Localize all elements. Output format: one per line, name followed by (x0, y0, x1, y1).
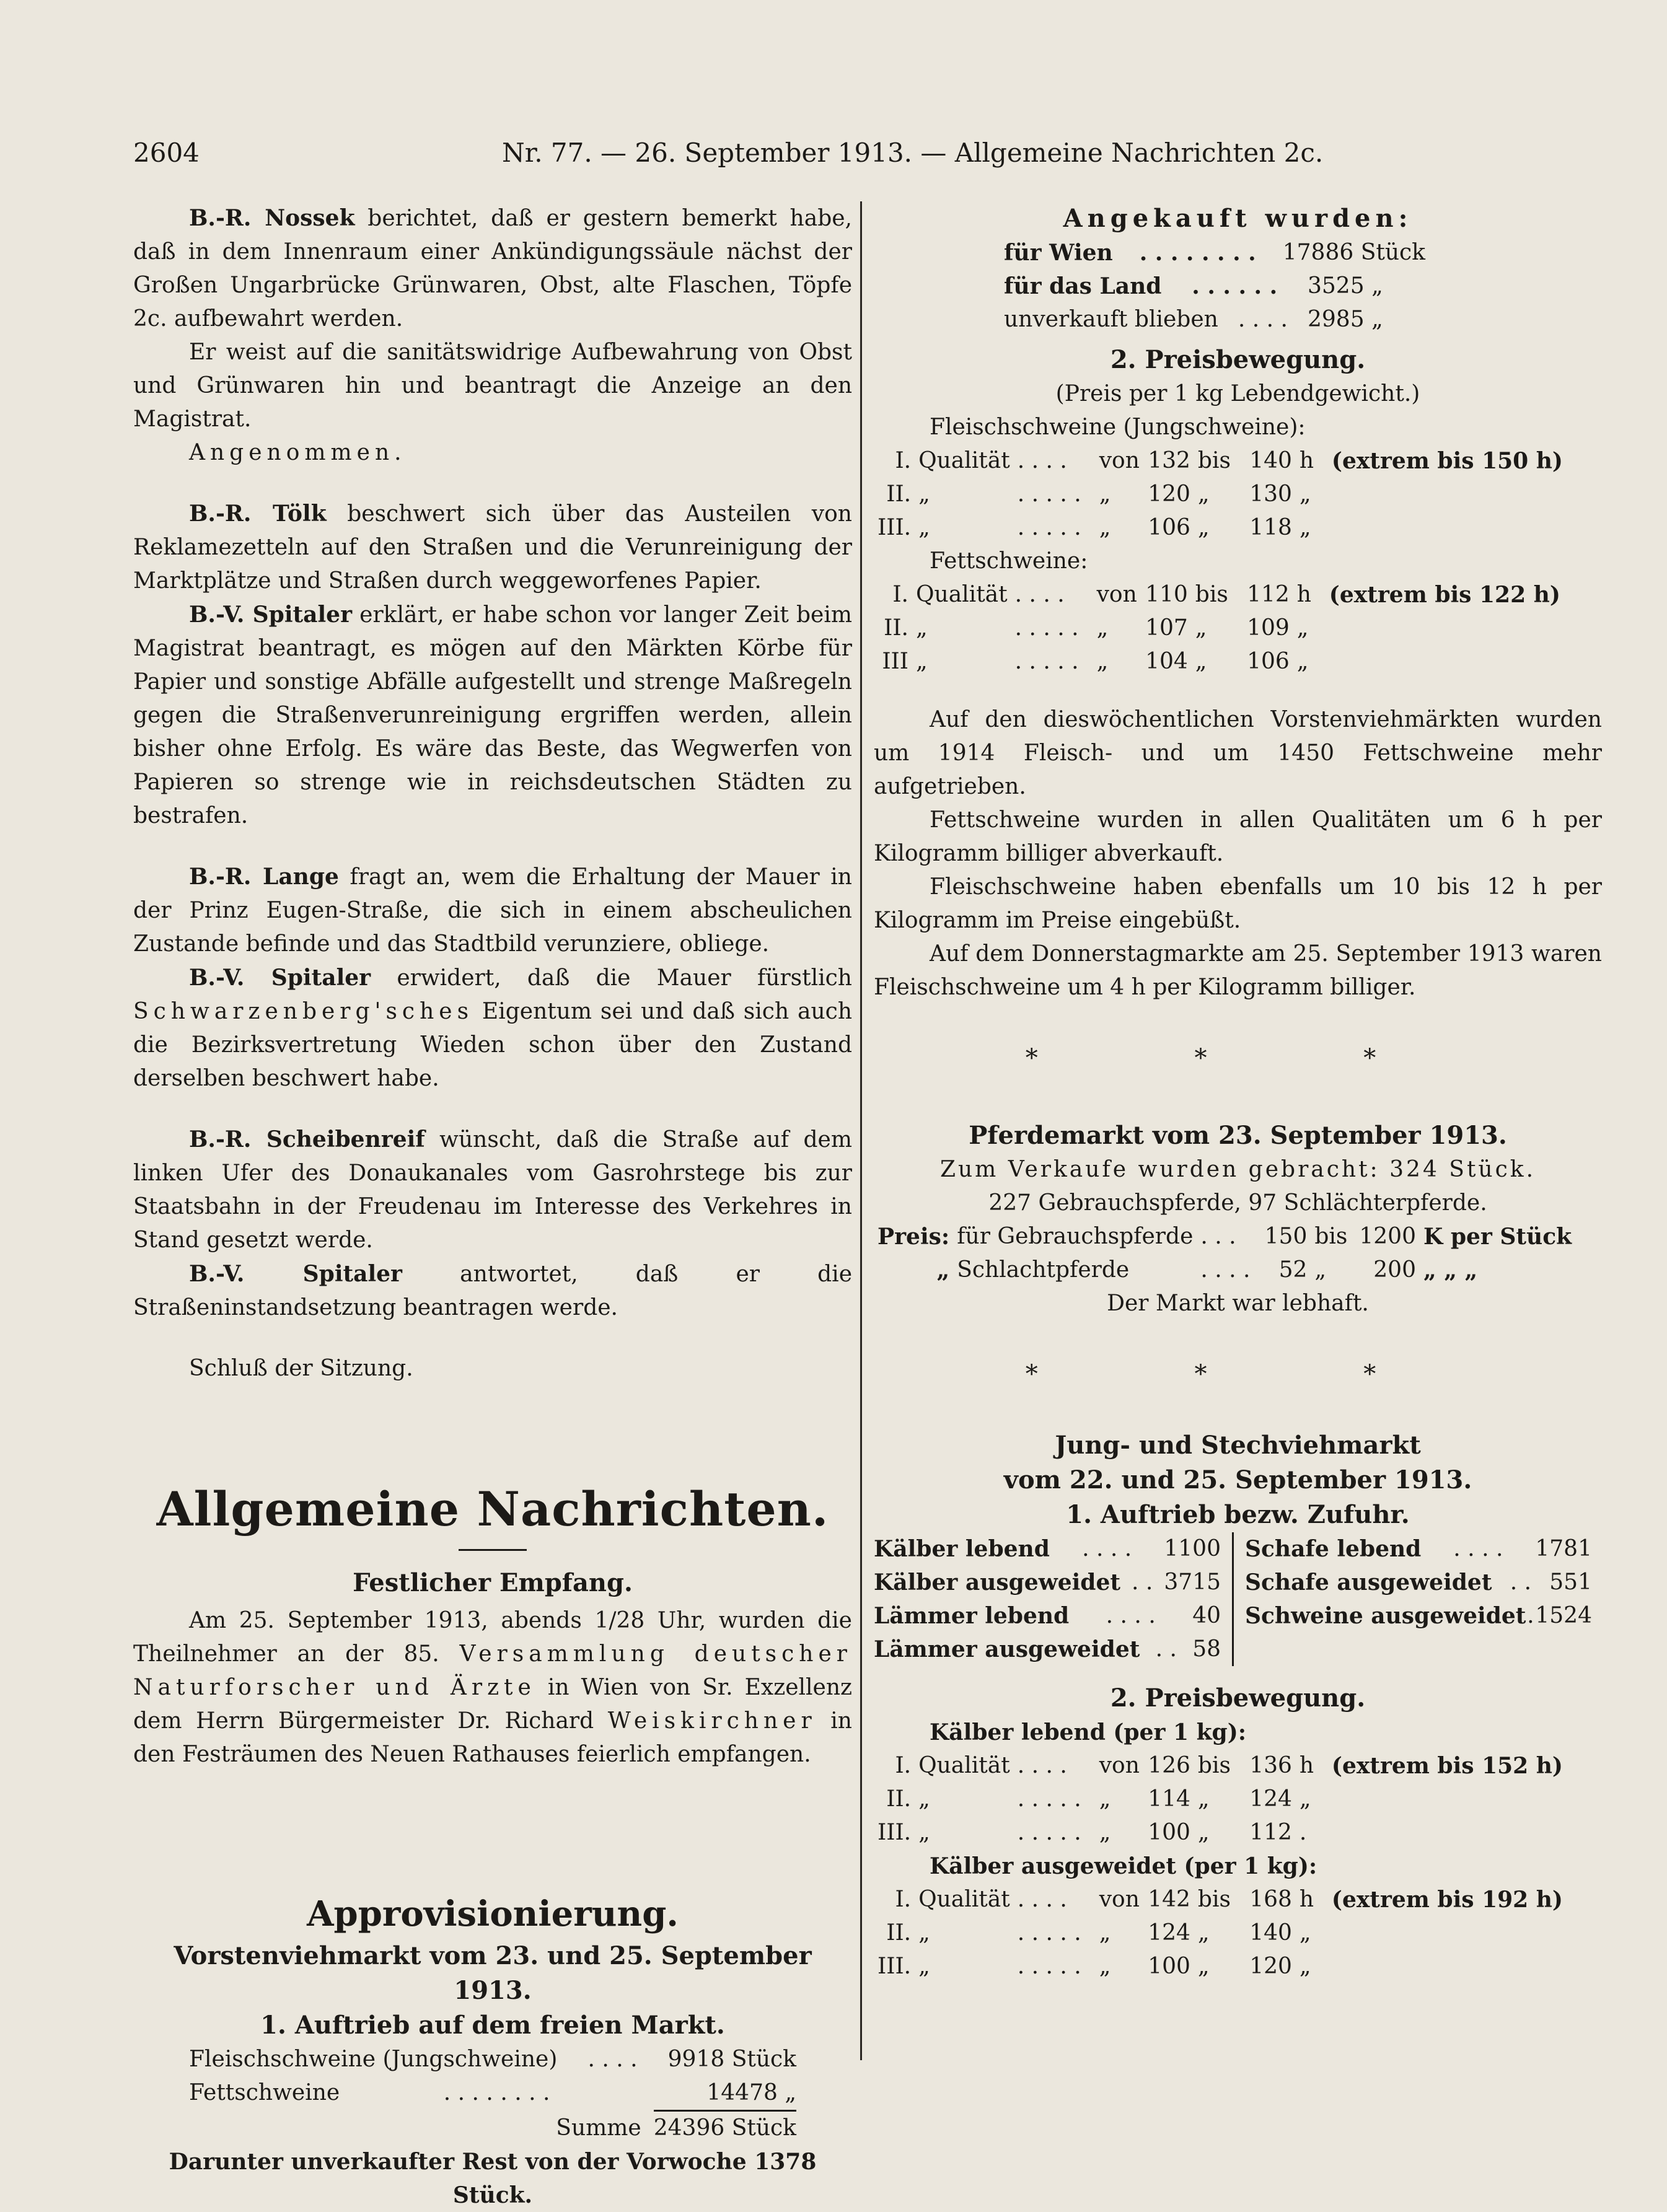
spaced-name: Weiskirchner (607, 1708, 817, 1734)
table-row (874, 578, 1564, 612)
quality-label: Qualität (918, 1753, 1010, 1778)
paragraph-text: erwidert, daß die Mauer fürstlich (371, 965, 852, 991)
bis-word: bis (1197, 448, 1231, 473)
right-column (874, 201, 1602, 1983)
paragraph-text: antwortet, daß er die Straßeninstandsetzung beantragen werde. (133, 1262, 852, 1320)
price-to: 118 (1249, 515, 1292, 540)
quality-number: III. (877, 515, 912, 540)
speaker-name: B.-R. Tölk (189, 501, 327, 527)
pferd-line: 227 Gebrauchspferde, 97 Schlächterpferde. (988, 1190, 1487, 1216)
leader-dots: . . . . (1106, 1603, 1156, 1628)
bis-word: „ (1197, 515, 1210, 540)
leader-dots: . . . . (1082, 1536, 1132, 1561)
unit-mark: „ (1299, 1786, 1311, 1812)
price-from: 107 (1145, 615, 1188, 641)
speaker-name: B.-V. Spitaler (189, 602, 353, 628)
table-row (874, 511, 1567, 545)
leader-dots: . . . . (1238, 307, 1288, 332)
price-table-fleischschweine (874, 444, 1567, 545)
bis-word: „ (1195, 615, 1207, 641)
preis-title: 2. Preisbewegung. (1110, 1683, 1366, 1713)
price-from: 110 (1145, 582, 1188, 607)
extreme-price: (extrem bis 122 h) (1329, 582, 1560, 608)
paragraph-text: 8 Uhr, wurden die Theilnehmer an der 85. (133, 1608, 852, 1667)
speaker-name: B.-V. Spitaler (189, 1261, 403, 1287)
paragraph-empfang (133, 1604, 852, 1771)
von-word: „ (1099, 515, 1111, 540)
speaker-name: B.-V. Spitaler (189, 965, 371, 991)
von-word: von (1099, 1887, 1140, 1912)
item-value (1308, 270, 1425, 303)
item-label: für das Land (1004, 273, 1162, 299)
item-value: 17886 Stück (1282, 240, 1425, 265)
unit-text: „ „ „ (1423, 1257, 1478, 1283)
quality-label: „ (918, 1786, 930, 1812)
von-word: „ (1099, 481, 1111, 507)
bis-word: „ (1197, 1820, 1210, 1845)
item-value: 3715 (1164, 1569, 1221, 1595)
spaced-name: Versammlung deutscher Naturforscher und Ärzte (133, 1641, 852, 1700)
price-table-kaelber-ausgeweidet (874, 1883, 1567, 1983)
horse-type: für Gebrauchspferde (957, 1224, 1194, 1249)
leader-dots: . . . . (1017, 448, 1067, 473)
price-from: 150 (1264, 1224, 1308, 1249)
summe-row (189, 2112, 796, 2145)
bis-word: bis (1314, 1224, 1348, 1249)
quality-number: III (882, 649, 908, 674)
quality-label: Qualität (918, 1887, 1010, 1912)
leader-dots: . (1527, 1603, 1534, 1628)
quality-number: III. (877, 1954, 912, 1979)
leader-dots: . . . . . . (1192, 273, 1278, 299)
angekauft-list (1004, 236, 1425, 336)
subsection-title: Vorstenviehmarkt vom 23. und 25. September 1913. (174, 1941, 812, 2005)
item-value: 58 (1192, 1636, 1221, 1662)
price-from: 100 (1148, 1954, 1190, 1979)
jungvieh-title: vom 22. und 25. September 1913. (1003, 1465, 1472, 1494)
quality-number: II. (884, 615, 908, 641)
auftrieb-two-column (874, 1532, 1602, 1666)
title-rule (459, 1549, 527, 1551)
item-label: Schafe ausgeweidet (1245, 1569, 1492, 1595)
quality-number: I. (895, 1887, 912, 1912)
list-item (189, 2043, 796, 2076)
leader-dots: . . (1132, 1569, 1153, 1595)
von-word: „ (1099, 1820, 1111, 1845)
paragraph-angenommen: Angenommen. (189, 440, 407, 465)
price-to: 1200 (1359, 1224, 1416, 1249)
speaker-name: B.-R. Scheibenreif (189, 1126, 425, 1152)
quality-number: II. (886, 481, 912, 507)
pferd-line: Zum Verkaufe wurden gebracht: 324 Stück. (939, 1157, 1536, 1182)
price-to: 112 (1247, 582, 1290, 607)
horse-type: Schlachtpferde (957, 1257, 1130, 1283)
table-row (874, 1253, 1575, 1287)
leader-dots: . . . . . (1017, 1920, 1081, 1946)
price-lead: Preis: (877, 1224, 950, 1250)
item-value: 9918 Stück (667, 2047, 796, 2072)
bis-word: bis (1197, 1887, 1231, 1912)
leader-dots: . . . . . (1017, 481, 1081, 507)
extreme-price (1328, 1783, 1567, 1816)
extreme-price (1328, 478, 1567, 511)
leader-dots: . . . . . (1017, 1786, 1081, 1812)
von-word: von (1096, 582, 1137, 607)
price-table-fettschweine (874, 578, 1564, 678)
leader-dots: . . . . (1017, 1753, 1067, 1778)
leader-dots: . . . . (1200, 1257, 1251, 1283)
extreme-price (1328, 1950, 1567, 1983)
unit-mark: h (1299, 1887, 1314, 1912)
unit-mark: h (1296, 582, 1311, 607)
spaced-name: Schwarzenberg'sches (133, 999, 474, 1024)
paragraph-scheibenreif (133, 1123, 852, 1257)
price-to: 140 (1249, 1920, 1292, 1946)
item-value: 1781 (1535, 1536, 1592, 1561)
price-from: 114 (1148, 1786, 1190, 1812)
price-to: 130 (1249, 481, 1292, 507)
jungvieh-subtitle: 1. Auftrieb bezw. Zufuhr. (1066, 1500, 1410, 1529)
von-word: „ (1099, 1954, 1111, 1979)
auftrieb-right (1245, 1532, 1592, 1666)
speaker-name: B.-R. Nossek (189, 205, 355, 231)
bis-word: bis (1195, 582, 1228, 607)
bis-word: „ (1197, 481, 1210, 507)
bis-word: „ (1197, 1954, 1210, 1979)
unit-mark: „ (1299, 515, 1311, 540)
quality-number: I. (895, 1753, 912, 1778)
paragraph-text: wünscht, daß die Straße auf dem linken Ufer des Donaukanales vom Gasrohrstege bis zur Staatsbahn in der Freudenau im Interesse des Verkehres in Stand gesetzt werde. (133, 1127, 853, 1253)
unit-mark: „ (1299, 1954, 1311, 1979)
section-stars: * * * (1025, 1360, 1451, 1389)
paragraph-schluss: Schluß der Sitzung. (189, 1356, 413, 1381)
quality-label: „ (918, 515, 930, 540)
value-number: 3525 (1308, 273, 1365, 299)
price-from: 132 (1148, 448, 1190, 473)
price-to: 200 (1373, 1257, 1416, 1283)
price-table-pferde (874, 1220, 1575, 1287)
list-item (874, 1566, 1221, 1599)
paragraph-text: Am 25. September 1913, abends (189, 1608, 595, 1633)
price-from: 52 (1278, 1257, 1308, 1283)
kaelber-ausg-title: Kälber ausgeweidet (per 1 kg): (930, 1853, 1317, 1879)
quality-label: „ (918, 1820, 930, 1845)
item-value (1308, 303, 1425, 336)
list-item (1245, 1566, 1592, 1599)
extreme-price: (extrem bis 150 h) (1331, 448, 1563, 474)
unit-mark: h (1299, 1753, 1314, 1778)
item-label: Kälber lebend (874, 1536, 1050, 1562)
quality-number: I. (892, 582, 908, 607)
auftrieb-left (874, 1532, 1221, 1666)
list-item (874, 1532, 1221, 1566)
unit-mark: h (1299, 448, 1314, 473)
unit-mark: „ (1299, 1920, 1311, 1946)
extreme-price (1328, 511, 1567, 545)
summe-value: 24396 Stück (653, 2115, 796, 2141)
item-label: Schweine ausgeweidet (1245, 1603, 1526, 1629)
list-item (189, 2076, 796, 2112)
section-title: Allgemeine Nachrichten. (156, 1481, 829, 1537)
von-word: „ (1096, 649, 1109, 674)
price-lead: „ (936, 1257, 950, 1283)
price-to: 106 (1247, 649, 1290, 674)
ditto-mark: „ (1371, 307, 1383, 332)
leader-dots: . . . . (1017, 1887, 1067, 1912)
unit-text: K per Stück (1423, 1224, 1572, 1250)
leader-dots: . . . . . (1017, 1820, 1081, 1845)
item-value: 1100 (1164, 1536, 1221, 1561)
unit-mark: „ (1296, 649, 1309, 674)
paragraph-text: beschwert sich über das Austeilen von Reklamezetteln auf den Straßen und die Verunreinigung der Marktplätze und Straßen durch weggeworfenes Papier. (133, 501, 852, 594)
leader-dots: . . . . (587, 2047, 638, 2072)
price-to: 140 (1249, 448, 1292, 473)
extreme-price: (extrem bis 152 h) (1331, 1753, 1563, 1779)
auftrieb-list (189, 2043, 796, 2145)
price-to: 168 (1249, 1887, 1292, 1912)
unit-mark: „ (1299, 481, 1311, 507)
paragraph-spitaler-2 (133, 961, 852, 1095)
paragraph-text: in den Festräumen des Neuen Rathauses feierlich empfangen. (133, 1708, 852, 1767)
page-header (133, 130, 1602, 173)
extreme-price (1328, 1916, 1567, 1950)
paragraph-text: Auf den dieswöchentlichen Vorstenviehmärkten wurden um 1914 Fleisch- und um 1450 Fettschweine mehr aufgetrieben. (874, 707, 1602, 799)
extreme-price (1328, 1816, 1567, 1850)
price-table-kaelber-lebend (874, 1749, 1567, 1850)
extreme-price (1326, 612, 1564, 645)
table-row (874, 478, 1567, 511)
price-from: 106 (1148, 515, 1190, 540)
unit-mark: . (1299, 1820, 1307, 1845)
page-number: 2604 (133, 138, 200, 168)
price-from: 104 (1145, 649, 1188, 674)
item-value: 1524 (1535, 1603, 1592, 1628)
summe-label: Summe (556, 2115, 641, 2141)
leader-dots: . . . . . (1014, 649, 1079, 674)
von-word: von (1099, 1753, 1140, 1778)
value-number: 2985 (1308, 307, 1365, 332)
leader-dots: . . . (1200, 1224, 1236, 1249)
list-item (1245, 1599, 1592, 1633)
column-rule (1232, 1532, 1234, 1666)
quality-label: „ (918, 481, 930, 507)
table-row (874, 1916, 1567, 1950)
leader-dots: . . (1155, 1636, 1177, 1662)
leader-dots: . . . . . (1017, 1954, 1081, 1979)
running-title: Nr. 77. — 26. September 1913. — Allgemeine Nachrichten 2c. (502, 138, 1324, 168)
ditto-mark: „ (1371, 273, 1383, 299)
leader-dots: . . (1510, 1569, 1532, 1595)
list-item (1004, 270, 1425, 303)
paragraph-text: Er weist auf die sanitätswidrige Aufbewahrung von Obst und Grünwaren hin und beantragt die Anzeige an den Magistrat. (133, 340, 852, 432)
paragraph-text: Fleischschweine haben ebenfalls um 10 bis 12 h per Kilogramm im Preise eingebüßt. (874, 874, 1602, 933)
price-from: 100 (1148, 1820, 1190, 1845)
preis-title: 2. Preisbewegung. (1110, 345, 1366, 374)
price-from: 120 (1148, 481, 1190, 507)
paragraph-text: Fettschweine wurden in allen Qualitäten um 6 h per Kilogramm billiger abverkauft. (874, 807, 1602, 866)
table-row (874, 1783, 1567, 1816)
paragraph-text: erklärt, er habe schon vor langer Zeit beim Magistrat beantragt, es mögen auf den Märkten Körbe für Papier und sonstige Abfälle aufgestellt und strenge Maßregeln gegen die Straßenverunreinigung ergriffen werden, allein bisher ohne Erfolg. Es wäre das Beste, das Wegwerfen von Papieren so strenge wie in reichsdeutschen Städten zu bestrafen. (133, 602, 852, 828)
bis-word: „ (1197, 1786, 1210, 1812)
jungvieh-title: Jung- und Stechviehmarkt (1055, 1431, 1421, 1460)
quality-label: Qualität (916, 582, 1008, 607)
item-label: Fleischschweine (Jungschweine) (189, 2047, 558, 2072)
list-item (1245, 1532, 1592, 1566)
paragraph-text: Eigentum sei und daß sich auch die Bezirksvertretung Wieden schon über den Zustand derselben beschwert habe. (133, 999, 852, 1091)
item-label: Kälber ausgeweidet (874, 1569, 1120, 1595)
fleisch-title: Fleischschweine (Jungschweine): (930, 415, 1306, 440)
table-row (874, 612, 1564, 645)
table-row (874, 1749, 1567, 1783)
ditto-mark: „ (785, 2080, 796, 2105)
quality-label: Qualität (918, 448, 1010, 473)
item-label: für Wien (1004, 240, 1113, 266)
table-row (874, 1220, 1575, 1253)
quality-label: „ (918, 1954, 930, 1979)
angekauft-title: Angekauft wurden: (1063, 204, 1413, 233)
leader-dots: . . . . (1453, 1536, 1503, 1561)
von-word: „ (1096, 615, 1109, 641)
von-word: von (1099, 448, 1140, 473)
paragraph-text: fragt an, wem die Erhaltung der Mauer in der Prinz Eugen-Straße, die sich in einem abscheulichen Zustande befinde und das Stadtbild verunziere, obliege. (133, 864, 852, 957)
bis-word: „ (1195, 649, 1207, 674)
paragraph-lange (133, 860, 852, 961)
value-number: 14478 (706, 2080, 778, 2105)
kaelber-lebend-title: Kälber lebend (per 1 kg): (930, 1719, 1247, 1745)
bis-word: „ (1197, 1920, 1210, 1946)
item-label: unverkauft blieben (1004, 307, 1218, 332)
item-value: 551 (1549, 1569, 1592, 1595)
paragraph-text: Auf dem Donnerstagmarkte am 25. September 1913 waren Fleischschweine um 4 h per Kilogramm billiger. (874, 941, 1602, 1000)
item-value (654, 2076, 796, 2112)
leader-dots: . . . . . (1014, 615, 1079, 641)
pferd-line: Der Markt war lebhaft. (1107, 1291, 1369, 1316)
bis-word: bis (1197, 1753, 1231, 1778)
quality-label: „ (918, 1920, 930, 1946)
leader-dots: . . . . . (1017, 515, 1081, 540)
price-to: 136 (1249, 1753, 1292, 1778)
paragraph-spitaler-3 (133, 1257, 852, 1325)
preis-note: (Preis per 1 kg Lebendgewicht.) (1055, 381, 1420, 406)
paragraph-spitaler-1 (133, 598, 852, 833)
table-row (874, 1883, 1567, 1916)
quality-number: II. (886, 1920, 912, 1946)
fett-title: Fettschweine: (930, 548, 1088, 574)
leader-dots: . . . . . . . . (443, 2080, 550, 2105)
pferdemarkt-title: Pferdemarkt vom 23. September 1913. (969, 1121, 1507, 1150)
item-label: Fettschweine (189, 2080, 340, 2105)
paragraph-text: berichtet, daß er gestern bemerkt habe, daß in dem Innenraum einer Ankündigungssäule nächst der Großen Ungarbrücke Grünwaren, Obst, alte Flaschen, Töpfe 2c. aufbewahrt werden. (133, 206, 853, 331)
column-divider (860, 201, 862, 2060)
list-item (874, 1599, 1221, 1633)
bis-word: „ (1314, 1257, 1327, 1283)
speaker-name: B.-R. Lange (189, 864, 339, 890)
section-stars: * * * (1025, 1044, 1451, 1073)
extreme-price: (extrem bis 192 h) (1331, 1887, 1563, 1913)
extreme-price (1326, 645, 1564, 678)
section-title-approvisionierung: Approvisionierung. (307, 1894, 679, 1934)
left-column (133, 201, 852, 2212)
leader-dots: . . . . . . . . (1139, 240, 1256, 266)
subsection-title: Festlicher Empfang. (353, 1568, 633, 1597)
list-item (874, 1633, 1221, 1666)
price-to: 112 (1249, 1820, 1292, 1845)
subsection-title: 1. Auftrieb auf dem freien Markt. (260, 2011, 725, 2040)
quality-label: „ (916, 649, 928, 674)
unit-mark: „ (1296, 615, 1309, 641)
table-row (874, 444, 1567, 478)
leader-dots: . . . . (1014, 582, 1065, 607)
price-from: 126 (1148, 1753, 1190, 1778)
fraction: 1/2 (594, 1608, 631, 1633)
table-row (874, 645, 1564, 678)
price-to: 124 (1249, 1786, 1292, 1812)
von-word: „ (1099, 1786, 1111, 1812)
item-label: Schafe lebend (1245, 1536, 1422, 1562)
quality-number: II. (886, 1786, 912, 1812)
price-from: 142 (1148, 1887, 1190, 1912)
paragraph-toelk (133, 497, 852, 598)
list-item (1004, 236, 1425, 270)
darunter-line: Darunter unverkaufter Rest von der Vorwoche 1378 Stück. (169, 2149, 817, 2208)
paragraph-nossek (133, 201, 852, 336)
quality-number: I. (895, 448, 912, 473)
price-to: 109 (1247, 615, 1290, 641)
price-from: 124 (1148, 1920, 1190, 1946)
table-row (874, 1816, 1567, 1850)
von-word: „ (1099, 1920, 1111, 1946)
quality-number: III. (877, 1820, 912, 1845)
item-value: 40 (1192, 1603, 1221, 1628)
price-to: 120 (1249, 1954, 1292, 1979)
item-label: Lämmer lebend (874, 1603, 1070, 1629)
item-label: Lämmer ausgeweidet (874, 1636, 1140, 1662)
quality-label: „ (916, 615, 928, 641)
table-row (874, 1950, 1567, 1983)
list-item (1004, 303, 1425, 336)
paragraph-text: in Wien von Sr. Exzellenz dem Herrn Bürgermeister Dr. Richard (133, 1675, 852, 1734)
